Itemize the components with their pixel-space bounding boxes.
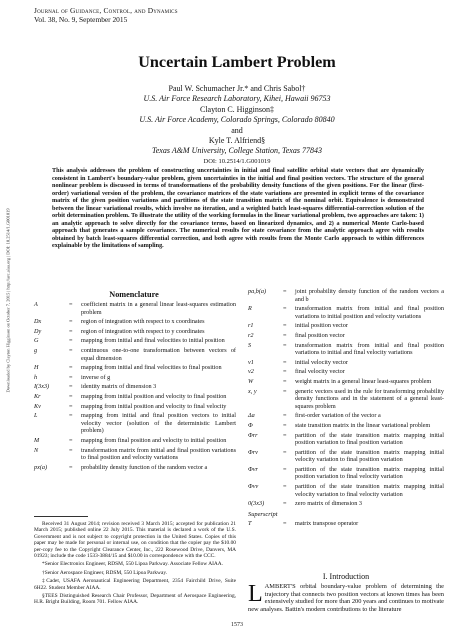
nomenclature-entry — [248, 368, 444, 376]
nomenclature-heading: Nomenclature — [109, 290, 159, 299]
nomenclature-definition: weight matrix in a general linear least-squares problem — [295, 377, 432, 385]
equals-sign: = — [283, 331, 287, 339]
nomenclature-definition: zero matrix of dimension 3 — [295, 500, 363, 508]
intro-paragraph — [248, 583, 444, 613]
nomenclature-symbol: 0(3x3) — [248, 500, 265, 508]
equals-sign: = — [283, 387, 287, 395]
author-names: Clayton C. Higginson‡ — [199, 104, 274, 114]
footnote: †Senior Aerospace Engineer, RDSM, 550 Lipoa Parkway. — [42, 569, 168, 576]
nomenclature-symbol: R — [248, 305, 252, 313]
nomenclature-symbol: W — [248, 377, 254, 385]
nomenclature-entry — [248, 422, 444, 430]
equals-sign: = — [283, 305, 287, 313]
nomenclature-definition: transformation matrix from initial and final position variations to initial position and velocity variations — [295, 305, 444, 320]
nomenclature-entry — [248, 500, 444, 508]
equals-sign: = — [283, 448, 287, 456]
equals-sign: = — [69, 383, 73, 391]
volume-line: Vol. 38, No. 9, September 2015 — [34, 14, 128, 24]
nomenclature-definition: inverse of g — [81, 373, 111, 381]
nomenclature-definition: partition of the state transition matrix mapping initial velocity variation to final position variation — [295, 448, 444, 464]
author-affiliation: U.S. Air Force Academy, Colorado Springs, Colorado 80840 — [139, 115, 335, 125]
equals-sign: = — [283, 288, 287, 295]
nomenclature-definition: initial position vector — [295, 322, 348, 330]
nomenclature-entry — [34, 374, 236, 382]
nomenclature-entry — [34, 447, 236, 462]
side-note-text: Downloaded by Clayton Higginson on October 7, 2015 | http://arc.aiaa.org | DOI: 10.2514/1.G001019 — [5, 208, 11, 393]
equals-sign: = — [69, 327, 73, 335]
nomenclature-definition: transformation matrix from initial and final position variations to final position and velocity variations — [81, 446, 236, 462]
nomenclature-symbol: A — [34, 301, 38, 308]
nomenclature-entry — [34, 393, 236, 401]
equals-sign: = — [69, 337, 73, 345]
intro-text: AMBERT'S orbital boundary-value problem of determining the trajectory that connects two position vectors at known times has been extensively studied for more than 200 years and continues to motivate new analyses. Battin's modern contributions to the literature — [248, 583, 444, 613]
nomenclature-entry — [248, 378, 444, 386]
equals-sign: = — [69, 346, 73, 354]
nomenclature-symbol: Φvr — [248, 465, 258, 473]
abstract: This analysis addresses the problem of constructing uncertainties in initial and final satellite orbital state vectors that are dynamically consistent in Lambert's boundary-value problem, given uncertainties in the initial and final position vectors. The structure of the general nonlinear problem is discussed in terms of transformations of the probability density functions of the given positions. For the linear (first-order) variational version of the problem, the covariance matrices of the state variations are presented in explicit terms of the covariance matrix of the given position variations and partitions of the state transition matrix of the nominal orbit. Equivalence is demonstrated between the linear variational results, which involve no iteration, and a weighted batch least-squares differential-correction solution of the orbit determination problem. To illustrate the utility of the working formulas in the linear variational problem, two approaches are taken: 1) an analytic approach to solve directly for the covariance terms, based on linearized dynamics, and 2) a numerical Monte Carlo-based approach that generates a sample covariance. The numerical results for state covariance from the analytic approach agree with results obtained by batch least-squares differential correction, and both agree with results from the Monte Carlo approach to within differences explainable by the limitations of sampling. — [52, 167, 424, 249]
nomenclature-entry — [34, 364, 236, 372]
nomenclature-left-column — [34, 301, 236, 473]
nomenclature-symbol: Kr — [34, 392, 41, 400]
equals-sign: = — [283, 465, 287, 473]
nomenclature-definition: mapping from initial and final position vectors to initial velocity vector (solution of the deterministic Lambert problem) — [81, 412, 236, 435]
nomenclature-definition: partition of the state transition matrix mapping initial position variation to final velocity variation — [295, 465, 444, 481]
nomenclature-symbol: T — [248, 520, 252, 528]
nomenclature-definition: mapping from initial and final velocities to final position — [81, 364, 222, 372]
author-affiliation: Texas A&M University, College Station, Texas 77843 — [152, 146, 322, 156]
intro-heading: I. Introduction — [322, 572, 370, 581]
nomenclature-definition: final position vector — [295, 331, 345, 339]
nomenclature-definition: first-order variation of the vector a — [295, 412, 381, 420]
nomenclature-entry — [34, 464, 236, 472]
footnote: ‡Cadet, USAFA Aeronautical Engineering Department, 2354 Fairchild Drive, Suite 6H22. Student Member AIAA. — [34, 578, 236, 591]
footnotes — [34, 516, 236, 608]
equals-sign: = — [283, 368, 287, 376]
nomenclature-definition: mapping from initial and final velocities to initial position — [81, 337, 225, 345]
nomenclature-symbol: x, y — [248, 387, 257, 395]
author-names: Paul W. Schumacher Jr.* and Chris Sabol† — [168, 84, 306, 93]
paper-title: Uncertain Lambert Problem — [138, 53, 336, 71]
nomenclature-symbol: N — [34, 446, 39, 454]
journal-header — [34, 7, 178, 24]
nomenclature-symbol: v2 — [248, 368, 254, 376]
nomenclature-symbol: M — [34, 436, 40, 444]
nomenclature-entry — [248, 332, 444, 340]
journal-name: Journal of Guidance, Control, and Dynamics — [34, 6, 178, 15]
nomenclature-symbol: h — [34, 373, 38, 381]
nomenclature-definition: mapping from initial position and velocity to final velocity — [81, 402, 227, 410]
nomenclature-entry — [248, 322, 444, 330]
nomenclature-entry — [248, 359, 444, 367]
equals-sign: = — [69, 318, 73, 326]
nomenclature-entry — [34, 301, 236, 316]
nomenclature-entry — [34, 437, 236, 445]
equals-sign: = — [283, 421, 287, 429]
nomenclature-symbol: Φrr — [248, 431, 258, 439]
nomenclature-definition: region of integration with respect to x coordinates — [81, 318, 205, 326]
nomenclature-symbol: px(a) — [34, 463, 48, 471]
nomenclature-definition: continuous one-to-one transformation between vectors of equal dimension — [81, 346, 236, 362]
nomenclature-definition: initial velocity vector — [295, 358, 348, 366]
nomenclature-symbol: v1 — [248, 358, 254, 366]
equals-sign: = — [283, 377, 287, 385]
nomenclature-entry — [248, 483, 444, 498]
nomenclature-definition: identity matrix of dimension 3 — [81, 383, 157, 391]
nomenclature-entry — [248, 466, 444, 481]
equals-sign: = — [69, 392, 73, 400]
equals-sign: = — [69, 402, 73, 410]
nomenclature-definition: partition of the state transition matrix mapping initial position variation to final position variation — [295, 431, 444, 447]
nomenclature-entry — [34, 412, 236, 435]
nomenclature-entry — [34, 403, 236, 411]
nomenclature-entry — [34, 383, 236, 391]
equals-sign: = — [283, 431, 287, 439]
nomenclature-definition: mapping from initial position and velocity to final position — [81, 392, 227, 400]
nomenclature-entry — [34, 337, 236, 345]
equals-sign: = — [69, 364, 73, 372]
nomenclature-entry — [34, 318, 236, 326]
author-block-1 — [0, 84, 474, 167]
equals-sign: = — [283, 341, 287, 349]
page-number: 1573 — [231, 622, 243, 628]
equals-sign: = — [69, 436, 73, 444]
nomenclature-definition: transformation matrix from initial and final position variations to initial and final velocity variations — [295, 341, 444, 357]
footnote: *Senior Electronics Engineer, RDSM, 550 Lipoa Parkway. Associate Fellow AIAA. — [42, 561, 224, 568]
nomenclature-entry — [34, 347, 236, 362]
nomenclature-definition: generic vectors used in the rule for transforming probability density functions and in the statement of a general least-squares problem — [295, 387, 444, 410]
footnote: §TEES Distinguished Research Chair Professor, Department of Aerospace Engineering, H.R. Bright Building, Room 701. Fellow AIAA. — [34, 593, 236, 606]
nomenclature-definition: region of integration with respect to y coordinates — [81, 327, 205, 335]
nomenclature-symbol: Φ — [248, 421, 253, 429]
nomenclature-entry — [248, 432, 444, 447]
doi-line: DOI: 10.2514/1.G001019 — [203, 157, 271, 165]
author-conjunction: and — [231, 125, 243, 135]
nomenclature-symbol: Δa — [248, 412, 255, 420]
equals-sign: = — [69, 412, 73, 420]
drop-cap: L — [248, 581, 263, 607]
superscript-heading: Superscript — [248, 510, 278, 518]
nomenclature-entry — [248, 342, 444, 357]
nomenclature-entry — [248, 305, 444, 320]
equals-sign: = — [283, 412, 287, 420]
nomenclature-symbol: g — [34, 346, 38, 354]
footnote-rule — [34, 516, 88, 517]
nomenclature-symbol: H — [34, 364, 39, 372]
nomenclature-symbol: r2 — [248, 331, 254, 339]
author-names: Kyle T. Alfriend§ — [208, 136, 266, 146]
nomenclature-definition: probability density function of the random vector a — [81, 463, 208, 471]
nomenclature-entry — [248, 449, 444, 464]
equals-sign: = — [69, 373, 73, 381]
nomenclature-symbol: Φrv — [248, 448, 258, 456]
author-affiliation: U.S. Air Force Research Laboratory, Kihei, Hawaii 96753 — [143, 94, 331, 104]
nomenclature-definition: final velocity vector — [295, 368, 345, 376]
nomenclature-entry — [248, 288, 444, 303]
nomenclature-entry — [248, 412, 444, 420]
nomenclature-definition: coefficient matrix in a general linear least-squares estimation problem — [81, 301, 236, 316]
equals-sign: = — [283, 358, 287, 366]
equals-sign: = — [283, 520, 287, 528]
equals-sign: = — [69, 463, 73, 471]
nomenclature-symbol: pa,b(a) — [248, 288, 267, 295]
equals-sign: = — [69, 446, 73, 454]
received-note: Received 31 August 2014; revision received 3 March 2015; accepted for publication 21 March 2015; published online 22 July 2015. This material is declared a work of the U.S. Government and is not subject to copyright protection in the United States. Copies of this paper may be made for personal or internal use, on condition that the copier pay the $10.00 per-copy fee to the Copyright Clearance Center, Inc., 222 Rosewood Drive, Danvers, MA 01923; include the code 1533-3884/15 and $10.00 in correspondence with the CCC. — [34, 521, 236, 560]
nomenclature-symbol: G — [34, 337, 39, 345]
nomenclature-definition: state transition matrix in the linear variational problem — [295, 421, 431, 429]
nomenclature-definition: joint probability density function of the random vectors a and b — [295, 288, 444, 303]
nomenclature-symbol: L — [34, 412, 38, 420]
nomenclature-entry — [248, 520, 444, 528]
nomenclature-definition: matrix transpose operator — [295, 520, 359, 528]
nomenclature-entry — [248, 388, 444, 411]
nomenclature-right-column — [248, 288, 444, 530]
nomenclature-definition: mapping from final position and velocity to initial position — [81, 436, 227, 444]
equals-sign: = — [69, 301, 73, 308]
download-side-note — [3, 178, 13, 398]
nomenclature-definition: partition of the state transition matrix mapping initial velocity variation to final velocity variation — [295, 483, 444, 498]
nomenclature-symbol: Φvv — [248, 483, 259, 491]
nomenclature-symbol: Dy — [34, 327, 42, 335]
nomenclature-symbol: r1 — [248, 322, 254, 330]
equals-sign: = — [283, 500, 287, 508]
nomenclature-symbol: S — [248, 341, 252, 349]
equals-sign: = — [283, 322, 287, 330]
nomenclature-symbol: Dx — [34, 318, 42, 326]
nomenclature-entry — [34, 328, 236, 336]
nomenclature-symbol: I(3x3) — [34, 383, 50, 391]
equals-sign: = — [283, 483, 287, 491]
nomenclature-symbol: Kv — [34, 402, 41, 410]
